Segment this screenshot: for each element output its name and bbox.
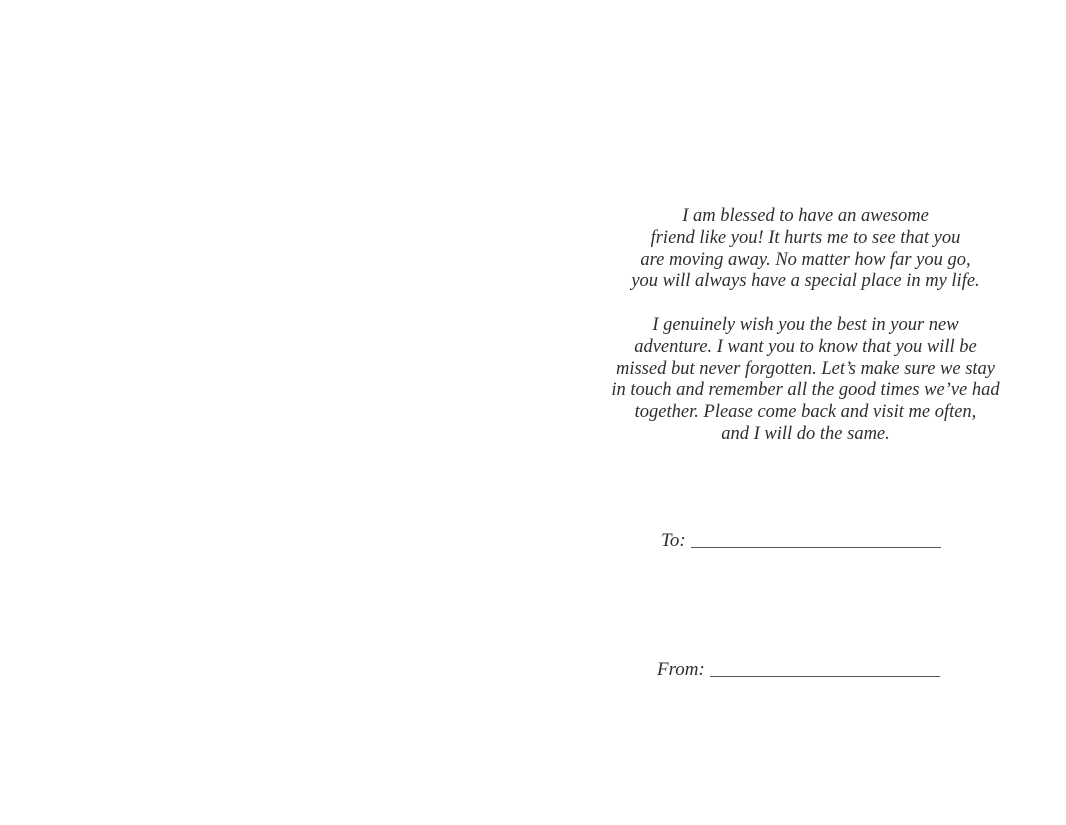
message-line: friend like you! It hurts me to see that you <box>650 227 961 248</box>
to-field <box>661 530 941 552</box>
card-message <box>533 206 1066 446</box>
message-line: are moving away. No matter how far you go, <box>640 249 971 270</box>
message-line: in touch and remember all the good times we’ve had <box>611 380 1000 401</box>
message-paragraph-2 <box>533 315 1066 446</box>
from-blank-line <box>710 676 940 677</box>
message-paragraph-1 <box>533 206 1066 293</box>
to-label: To: <box>661 530 686 551</box>
message-line: missed but never forgotten. Let’s make sure we stay <box>615 358 996 379</box>
message-line: adventure. I want you to know that you will be <box>634 336 977 357</box>
message-line: and I will do the same. <box>721 423 890 444</box>
message-line: together. Please come back and visit me often, <box>634 402 977 423</box>
message-line: I genuinely wish you the best in your new <box>652 314 959 335</box>
card-right-panel <box>533 0 1066 825</box>
from-field <box>657 659 940 681</box>
message-line: you will always have a special place in my life. <box>631 271 980 292</box>
from-label: From: <box>657 659 705 680</box>
message-line: I am blessed to have an awesome <box>682 206 929 226</box>
to-blank-line <box>691 547 941 548</box>
